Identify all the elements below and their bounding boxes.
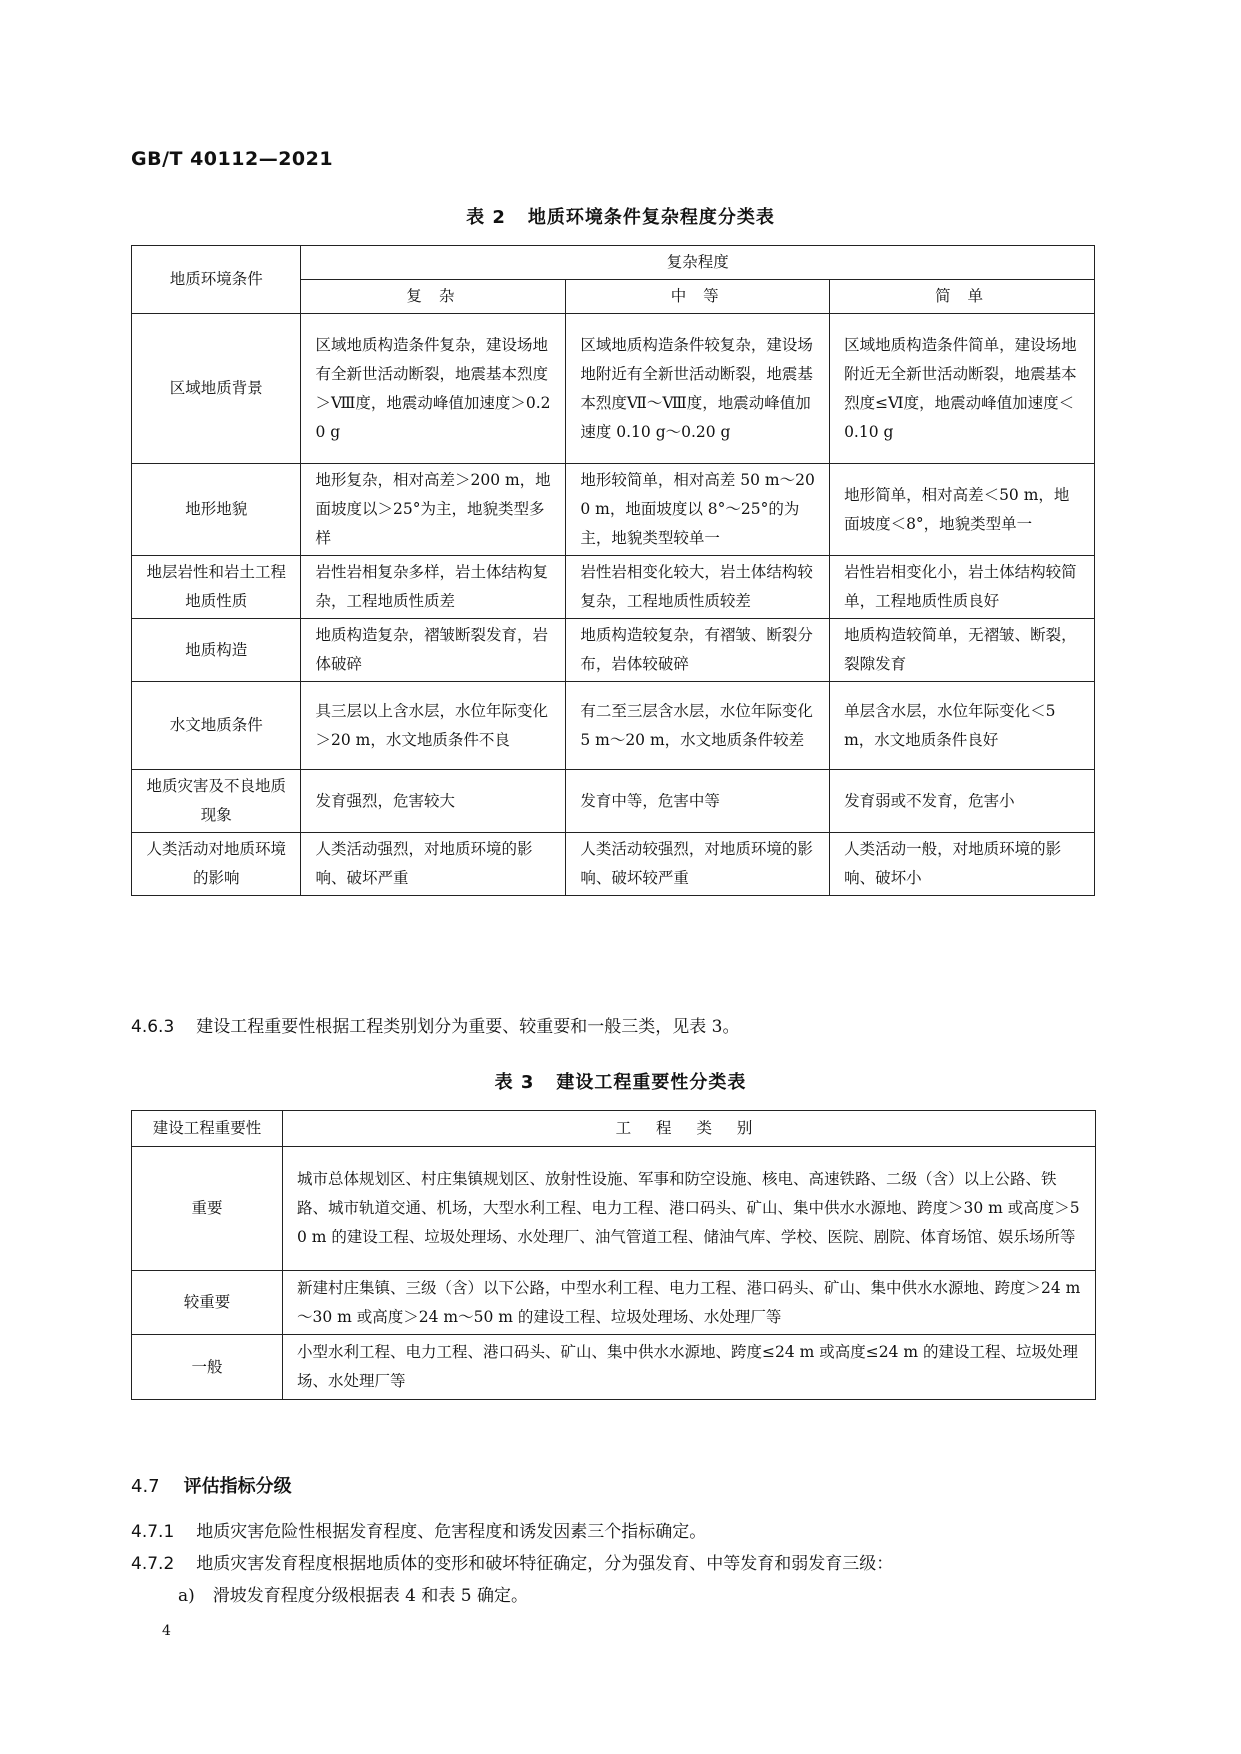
page-number: 4 [162, 1623, 171, 1639]
table3-caption [0, 1068, 1241, 1094]
table-row [132, 619, 1095, 682]
cell-complex: 区域地质构造条件复杂，建设场地有全新世活动断裂，地震基本烈度＞Ⅷ度，地震动峰值加速度＞0.20 g [301, 314, 566, 464]
list-marker: a) [178, 1586, 195, 1606]
cell-medium: 有二至三层含水层，水位年际变化 5 m～20 m，水文地质条件较差 [566, 682, 830, 770]
table3-title: 建设工程重要性分类表 [556, 1072, 747, 1093]
clause-text: 地质灾害发育程度根据地质体的变形和破坏特征确定，分为强发育、中等发育和弱发育三级： [196, 1554, 894, 1574]
cell-category: 小型水利工程、电力工程、港口码头、矿山、集中供水水源地、跨度≤24 m 或高度≤24 m 的建设工程、垃圾处理场、水处理厂等 [283, 1335, 1096, 1400]
clause-number: 4.7.1 [131, 1522, 175, 1542]
cell-simple: 区域地质构造条件简单，建设场地附近无全新世活动断裂，地震基本烈度≤Ⅵ度，地震动峰值加速度＜0.10 g [830, 314, 1095, 464]
clause-number: 4.6.3 [131, 1017, 175, 1037]
cell-complex: 发育强烈，危害较大 [301, 770, 566, 833]
table-row [132, 1147, 1096, 1271]
cell-complex: 人类活动强烈，对地质环境的影响、破坏严重 [301, 833, 566, 896]
cell-medium: 人类活动较强烈，对地质环境的影响、破坏较严重 [566, 833, 830, 896]
list-text: 滑坡发育程度分级根据表 4 和表 5 确定。 [212, 1586, 529, 1606]
table2-header-complex: 复 杂 [301, 280, 566, 314]
table-row [132, 682, 1095, 770]
table-row [132, 556, 1095, 619]
section-title: 评估指标分级 [183, 1476, 292, 1497]
table2-title: 地质环境条件复杂程度分类表 [527, 207, 775, 228]
table2-number: 表 2 [466, 207, 506, 228]
cell-simple: 人类活动一般，对地质环境的影响、破坏小 [830, 833, 1095, 896]
row-condition: 地质灾害及不良地质现象 [132, 770, 301, 833]
cell-medium: 岩性岩相变化较大，岩土体结构较复杂，工程地质性质较差 [566, 556, 830, 619]
section-heading-4-7 [131, 1472, 292, 1498]
row-condition: 人类活动对地质环境的影响 [132, 833, 301, 896]
cell-simple: 发育弱或不发育，危害小 [830, 770, 1095, 833]
table2-header-condition: 地质环境条件 [132, 246, 301, 314]
row-condition: 地质构造 [132, 619, 301, 682]
clause-text: 建设工程重要性根据工程类别划分为重要、较重要和一般三类，见表 3。 [196, 1017, 740, 1037]
table3-header-category: 工 程 类 别 [283, 1111, 1096, 1147]
table-row [132, 1335, 1096, 1400]
cell-complex: 地形复杂，相对高差＞200 m，地面坡度以＞25°为主，地貌类型多样 [301, 464, 566, 556]
paragraph-4-6-3 [131, 1014, 739, 1040]
list-item-a [178, 1583, 528, 1609]
cell-category: 城市总体规划区、村庄集镇规划区、放射性设施、军事和防空设施、核电、高速铁路、二级（含）以上公路、铁路、城市轨道交通、机场，大型水利工程、电力工程、港口码头、矿山、集中供水水源地、跨度＞30 m 或高度＞50 m 的建设工程、垃圾处理场、水处理厂、油气管道工程、储油气库、学校、医院、剧院、体育场馆、娱乐场所等 [283, 1147, 1096, 1271]
cell-medium: 区域地质构造条件较复杂，建设场地附近有全新世活动断裂，地震基本烈度Ⅶ～Ⅷ度，地震动峰值加速度 0.10 g～0.20 g [566, 314, 830, 464]
table-row [132, 464, 1095, 556]
row-condition: 地形地貌 [132, 464, 301, 556]
section-number: 4.7 [131, 1476, 160, 1497]
table2 [131, 245, 1095, 896]
cell-complex: 岩性岩相复杂多样，岩土体结构复杂，工程地质性质差 [301, 556, 566, 619]
row-condition: 区域地质背景 [132, 314, 301, 464]
row-condition: 地层岩性和岩土工程地质性质 [132, 556, 301, 619]
table-row [132, 1271, 1096, 1335]
cell-simple: 岩性岩相变化小，岩土体结构较简单，工程地质性质良好 [830, 556, 1095, 619]
table3-header-importance: 建设工程重要性 [132, 1111, 283, 1147]
table3 [131, 1110, 1096, 1400]
cell-simple: 地质构造较简单，无褶皱、断裂，裂隙发育 [830, 619, 1095, 682]
paragraph-4-7-2 [131, 1551, 893, 1577]
cell-simple: 单层含水层，水位年际变化＜5 m，水文地质条件良好 [830, 682, 1095, 770]
table-row [132, 314, 1095, 464]
row-importance: 一般 [132, 1335, 283, 1400]
table2-header-complexity: 复杂程度 [301, 246, 1095, 280]
table2-caption [0, 203, 1241, 229]
cell-medium: 发育中等，危害中等 [566, 770, 830, 833]
table-row [132, 770, 1095, 833]
cell-medium: 地质构造较复杂，有褶皱、断裂分布，岩体较破碎 [566, 619, 830, 682]
standard-code: GB/T 40112—2021 [131, 148, 334, 170]
row-importance: 重要 [132, 1147, 283, 1271]
cell-medium: 地形较简单，相对高差 50 m～200 m，地面坡度以 8°～25°的为主，地貌类型较单一 [566, 464, 830, 556]
cell-simple: 地形简单，相对高差＜50 m，地面坡度＜8°，地貌类型单一 [830, 464, 1095, 556]
table2-header-simple: 简 单 [830, 280, 1095, 314]
clause-text: 地质灾害危险性根据发育程度、危害程度和诱发因素三个指标确定。 [196, 1522, 707, 1542]
row-importance: 较重要 [132, 1271, 283, 1335]
table3-number: 表 3 [494, 1072, 535, 1093]
paragraph-4-7-1 [131, 1519, 706, 1545]
clause-number: 4.7.2 [131, 1554, 175, 1574]
table2-header-medium: 中 等 [566, 280, 830, 314]
cell-complex: 地质构造复杂，褶皱断裂发育，岩体破碎 [301, 619, 566, 682]
table-row [132, 833, 1095, 896]
cell-complex: 具三层以上含水层，水位年际变化＞20 m，水文地质条件不良 [301, 682, 566, 770]
row-condition: 水文地质条件 [132, 682, 301, 770]
cell-category: 新建村庄集镇、三级（含）以下公路，中型水利工程、电力工程、港口码头、矿山、集中供水水源地、跨度＞24 m～30 m 或高度＞24 m～50 m 的建设工程、垃圾处理场、水处理厂等 [283, 1271, 1096, 1335]
